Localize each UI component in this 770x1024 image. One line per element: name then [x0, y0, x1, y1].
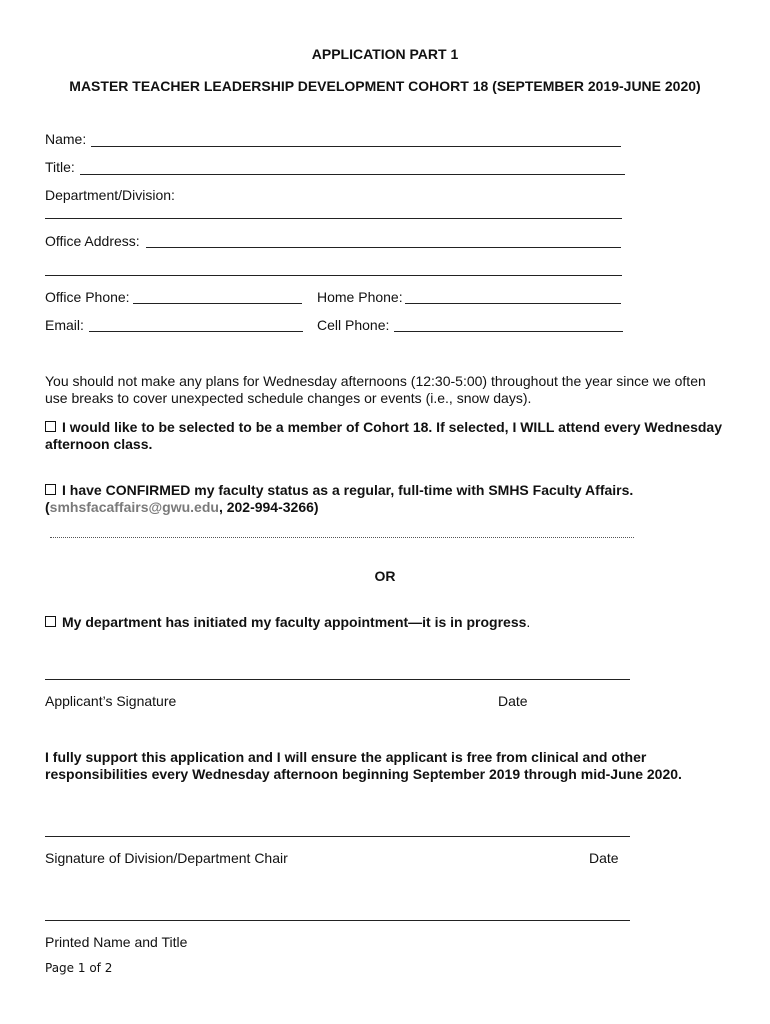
title-label: Title:	[45, 159, 75, 175]
contact-open-paren: (	[45, 499, 50, 515]
page-number: Page 1 of 2	[45, 961, 113, 975]
chair-signature-label: Signature of Division/Department Chair	[45, 850, 288, 866]
email-field[interactable]	[89, 331, 303, 332]
wednesday-notice: You should not make any plans for Wednesday afternoons (12:30-5:00) throughout the year since we often use breaks to cover unexpected schedule changes or events (i.e., snow days).	[45, 373, 706, 406]
in-progress-period: .	[526, 614, 531, 630]
office-address-field-line2[interactable]	[45, 275, 622, 276]
support-statement: I fully support this application and I will ensure the applicant is free from clinical and other responsibilities every Wednesday afternoon beginning September 2019 through mid-June 2020.	[45, 749, 682, 782]
printed-name-line[interactable]	[45, 920, 630, 921]
applicant-date-label: Date	[498, 693, 528, 709]
faculty-affairs-phone: , 202-994-3266)	[218, 499, 319, 515]
name-label: Name:	[45, 131, 87, 147]
department-label: Department/Division:	[45, 187, 175, 203]
page-subtitle: MASTER TEACHER LEADERSHIP DEVELOPMENT COHORT 18 (SEPTEMBER 2019-JUNE 2020)	[69, 78, 701, 94]
cell-phone-field[interactable]	[394, 331, 623, 332]
in-progress-option[interactable]	[45, 614, 725, 631]
or-divider: OR	[374, 568, 396, 584]
chair-date-label: Date	[589, 850, 619, 866]
page-title: APPLICATION PART 1	[311, 46, 459, 62]
faculty-confirmed-checkbox[interactable]	[45, 484, 56, 495]
department-field[interactable]	[45, 218, 622, 219]
office-address-field[interactable]	[146, 247, 621, 248]
office-address-label: Office Address:	[45, 233, 140, 249]
cohort-member-checkbox[interactable]	[45, 421, 56, 432]
in-progress-checkbox[interactable]	[45, 616, 56, 627]
home-phone-label: Home Phone:	[317, 289, 403, 305]
home-phone-field[interactable]	[405, 303, 621, 304]
cohort-member-option[interactable]	[45, 419, 725, 453]
email-label: Email:	[45, 317, 84, 333]
printed-name-label: Printed Name and Title	[45, 934, 188, 950]
office-phone-field[interactable]	[133, 303, 302, 304]
applicant-signature-line[interactable]	[45, 679, 630, 680]
faculty-affairs-email[interactable]: smhsfacaffairs@gwu.edu	[49, 499, 219, 515]
name-field[interactable]	[91, 146, 621, 147]
in-progress-text: My department has initiated my faculty appointment—it is in progress	[62, 614, 527, 630]
cohort-member-text: I would like to be selected to be a member of Cohort 18. If selected, I WILL attend every Wednesday afternoon class.	[45, 419, 722, 452]
separator-line	[50, 537, 634, 538]
applicant-signature-label: Applicant’s Signature	[45, 693, 177, 709]
faculty-confirmed-text: I have CONFIRMED my faculty status as a regular, full-time with SMHS Faculty Affairs.	[62, 482, 634, 498]
title-field[interactable]	[80, 174, 625, 175]
office-phone-label: Office Phone:	[45, 289, 130, 305]
faculty-confirmed-option[interactable]	[45, 482, 725, 516]
cell-phone-label: Cell Phone:	[317, 317, 390, 333]
chair-signature-line[interactable]	[45, 836, 630, 837]
